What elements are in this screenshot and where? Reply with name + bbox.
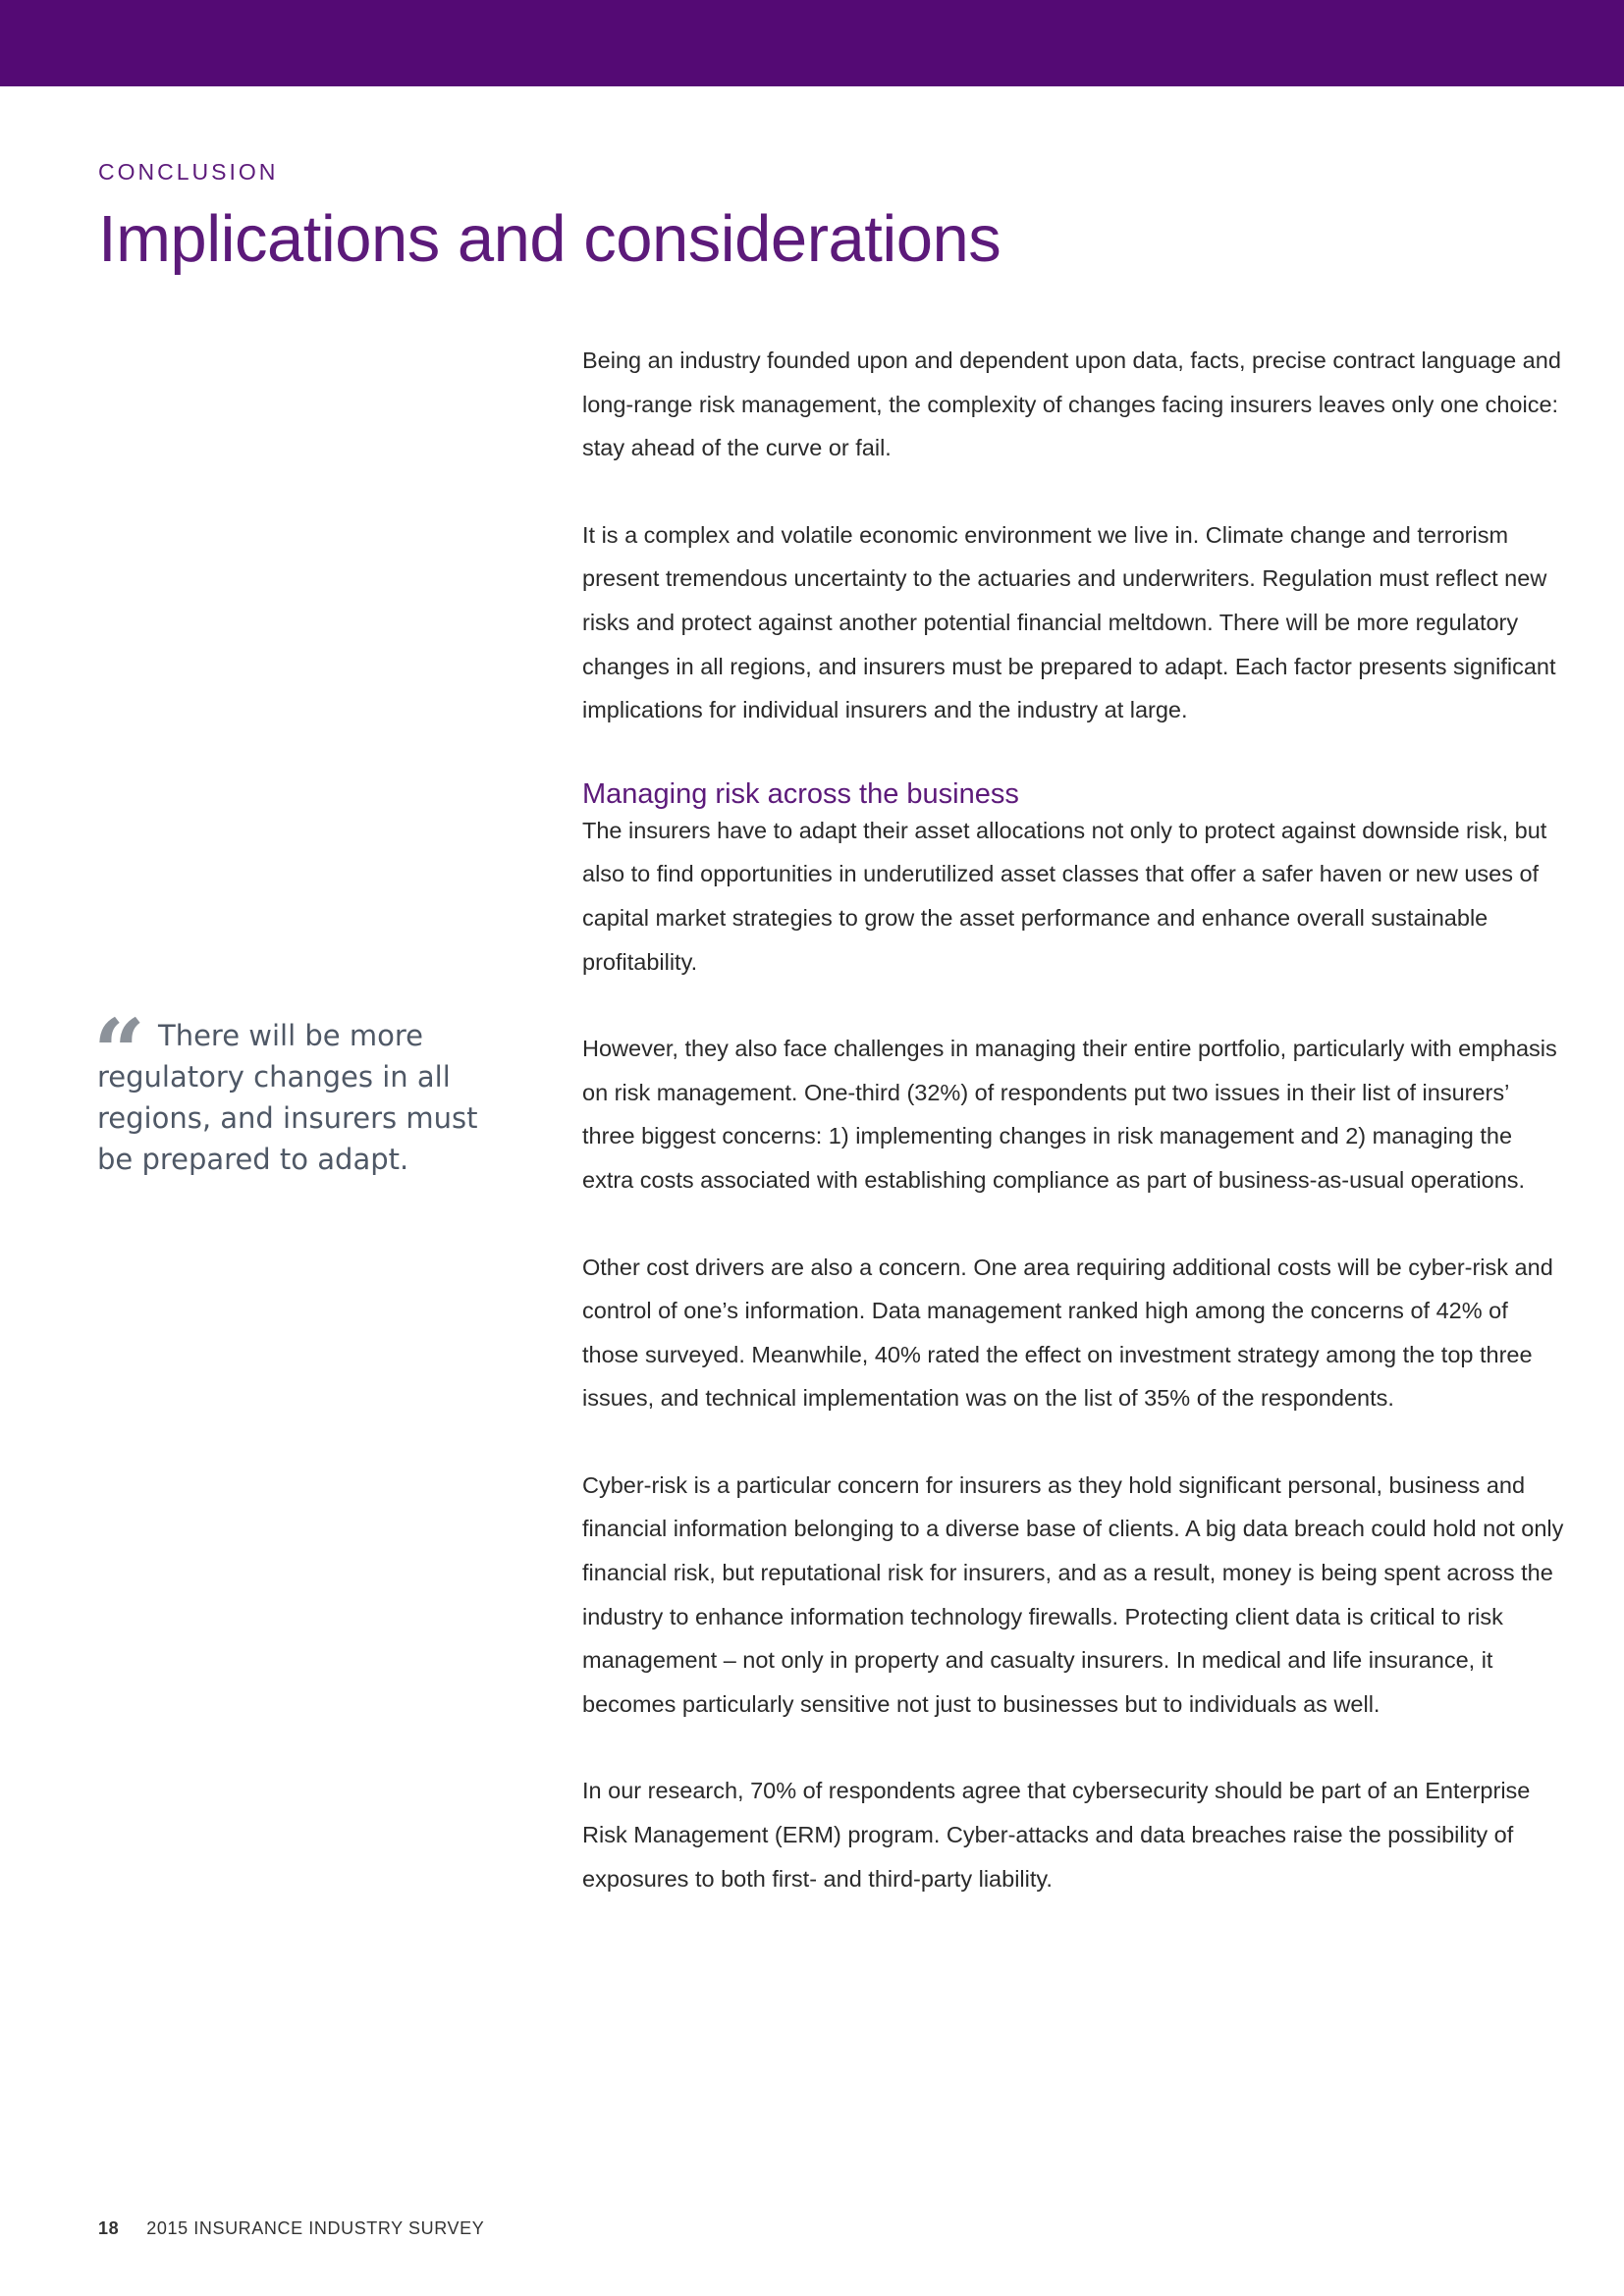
paragraph-cost-drivers: Other cost drivers are also a concern. One area requiring additional costs will be cyber-risk and control of one’s information. Data management ranked high among the concerns of 42% of those surveyed. Meanwhile, 40% rated the effect on investment strategy among the top three issues, and technical implementation was on the list of 35% of the respondents. [582,1254,1553,1412]
page-footer [98,2218,484,2239]
paragraph-intro: Being an industry founded upon and dependent upon data, facts, precise contract language and long-range risk management, the complexity of changes facing insurers leaves only one choice: stay ahead of the curve or fail. [582,347,1561,461]
body-column [582,339,1564,1944]
page-title: Implications and considerations [98,202,1001,276]
publication-name: 2015 INSURANCE INDUSTRY SURVEY [146,2218,485,2238]
paragraph-cyber-risk: Cyber-risk is a particular concern for insurers as they hold significant personal, business and financial information belonging to a diverse base of clients. A big data breach could hold not only financial risk, but reputational risk for insurers, and as a result, money is being spent across the industry to enhance information technology firewalls. Protecting client data is critical to risk management – not only in property and casualty insurers. In medical and life insurance, it becomes particularly sensitive not just to businesses but to individuals as well. [582,1471,1564,1717]
quote-mark-icon: “ [93,999,145,1105]
page-number: 18 [98,2218,120,2238]
header-band [0,0,1624,86]
paragraph-environment: It is a complex and volatile economic environment we live in. Climate change and terrorism present tremendous uncertainty to the actuaries and underwriters. Regulation must reflect new risks and protect against another potential financial meltdown. There will be more regulatory changes in all regions, and insurers must be prepared to adapt. Each factor presents significant implications for individual insurers and the industry at large. [582,521,1556,723]
subheading: Managing risk across the business [582,777,1019,810]
paragraph-asset-allocation: The insurers have to adapt their asset allocations not only to protect against downside risk, but also to find opportunities in underutilized asset classes that offer a safer haven or new uses of capital market strategies to grow the asset performance and enhance overall sustainable profitability. [582,817,1547,975]
pull-quote-text: There will be more regulatory changes in all regions, and insurers must be prepared to adapt. [97,1019,478,1176]
section-label: CONCLUSION [98,159,279,185]
paragraph-research: In our research, 70% of respondents agree that cybersecurity should be part of an Enterprise Risk Management (ERM) program. Cyber-attacks and data breaches raise the possibility of exposures to both first- and third-party liability. [582,1778,1531,1892]
pull-quote [93,999,490,1180]
paragraph-portfolio-challenges: However, they also face challenges in managing their entire portfolio, particularly with emphasis on risk management. One-third (32%) of respondents put two issues in their list of insurers’ three biggest concerns: 1) implementing changes in risk management and 2) managing the extra costs associated with establishing compliance as part of business-as-usual operations. [582,1036,1557,1193]
